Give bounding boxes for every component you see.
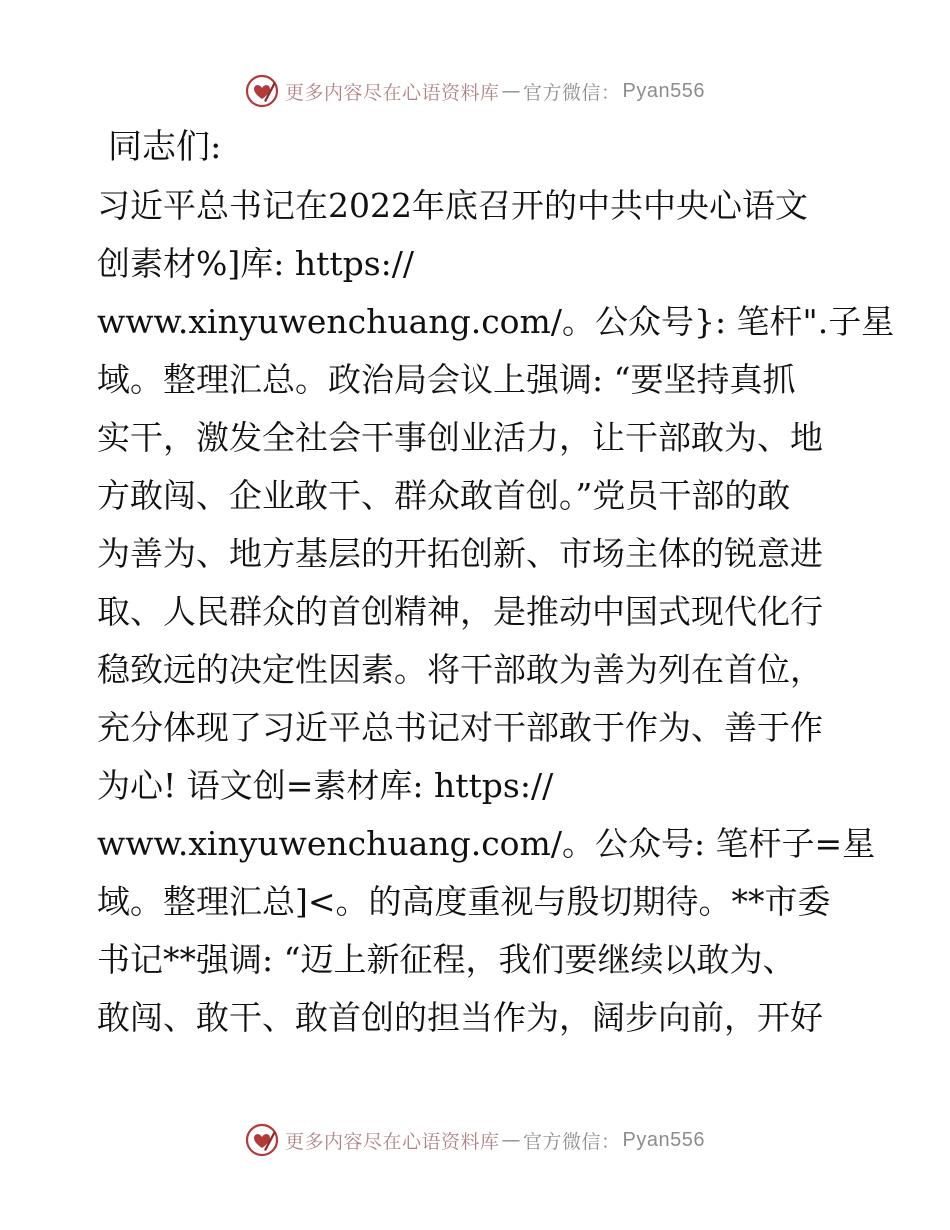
watermark-handle: Pyan556 [622, 1128, 705, 1151]
watermark-handle: Pyan556 [622, 79, 705, 102]
text-line: www.xinyuwenchuang.com/。公众号}: 笔杆".子星 [97, 302, 895, 341]
text-line: 创素材%]库: https:// [97, 244, 415, 283]
text-line: 习近平总书记在2022年底召开的中共中央心语文 [97, 186, 808, 225]
watermark-official: 官方微信： [523, 81, 621, 104]
watermark-brand: 更多内容尽在心语资料库 [285, 81, 500, 104]
watermark-brand: 更多内容尽在心语资料库 [285, 1130, 500, 1153]
watermark-separator: — [501, 80, 522, 102]
text-line: 为心! 语文创=素材库: https:// [97, 766, 554, 805]
text-line: www.xinyuwenchuang.com/。公众号: 笔杆子=星 [97, 824, 876, 863]
text-line: 充分体现了习近平总书记对干部敢于作为、善于作 [97, 708, 823, 747]
heart-pen-logo-icon [245, 1123, 279, 1157]
watermark-separator: — [501, 1129, 522, 1151]
greeting: 同志们: [108, 127, 222, 167]
text-line: 取、人民群众的首创精神，是推动中国式现代化行 [97, 592, 823, 631]
footer-watermark [0, 1120, 950, 1160]
text-line: 域。整理汇总。政治局会议上强调: “要坚持真抓 [97, 360, 796, 399]
text-line: 方敢闯、企业敢干、群众敢首创。”党员干部的敢 [97, 476, 791, 515]
text-line: 为善为、地方基层的开拓创新、市场主体的锐意进 [97, 534, 823, 573]
text-line: 稳致远的决定性因素。将干部敢为善为列在首位， [97, 650, 823, 689]
document-body [97, 177, 895, 1047]
watermark-official: 官方微信： [523, 1130, 621, 1153]
heart-pen-logo-icon [245, 74, 279, 108]
text-line: 敢闯、敢干、敢首创的担当作为，阔步向前，开好 [97, 998, 823, 1037]
header-watermark [0, 71, 950, 111]
text-line: 书记**强调: “迈上新征程，我们要继续以敢为、 [97, 940, 796, 979]
text-line: 域。整理汇总]<。的高度重视与殷切期待。**市委 [97, 882, 831, 921]
text-line: 实干，激发全社会干事创业活力，让干部敢为、地 [97, 418, 823, 457]
